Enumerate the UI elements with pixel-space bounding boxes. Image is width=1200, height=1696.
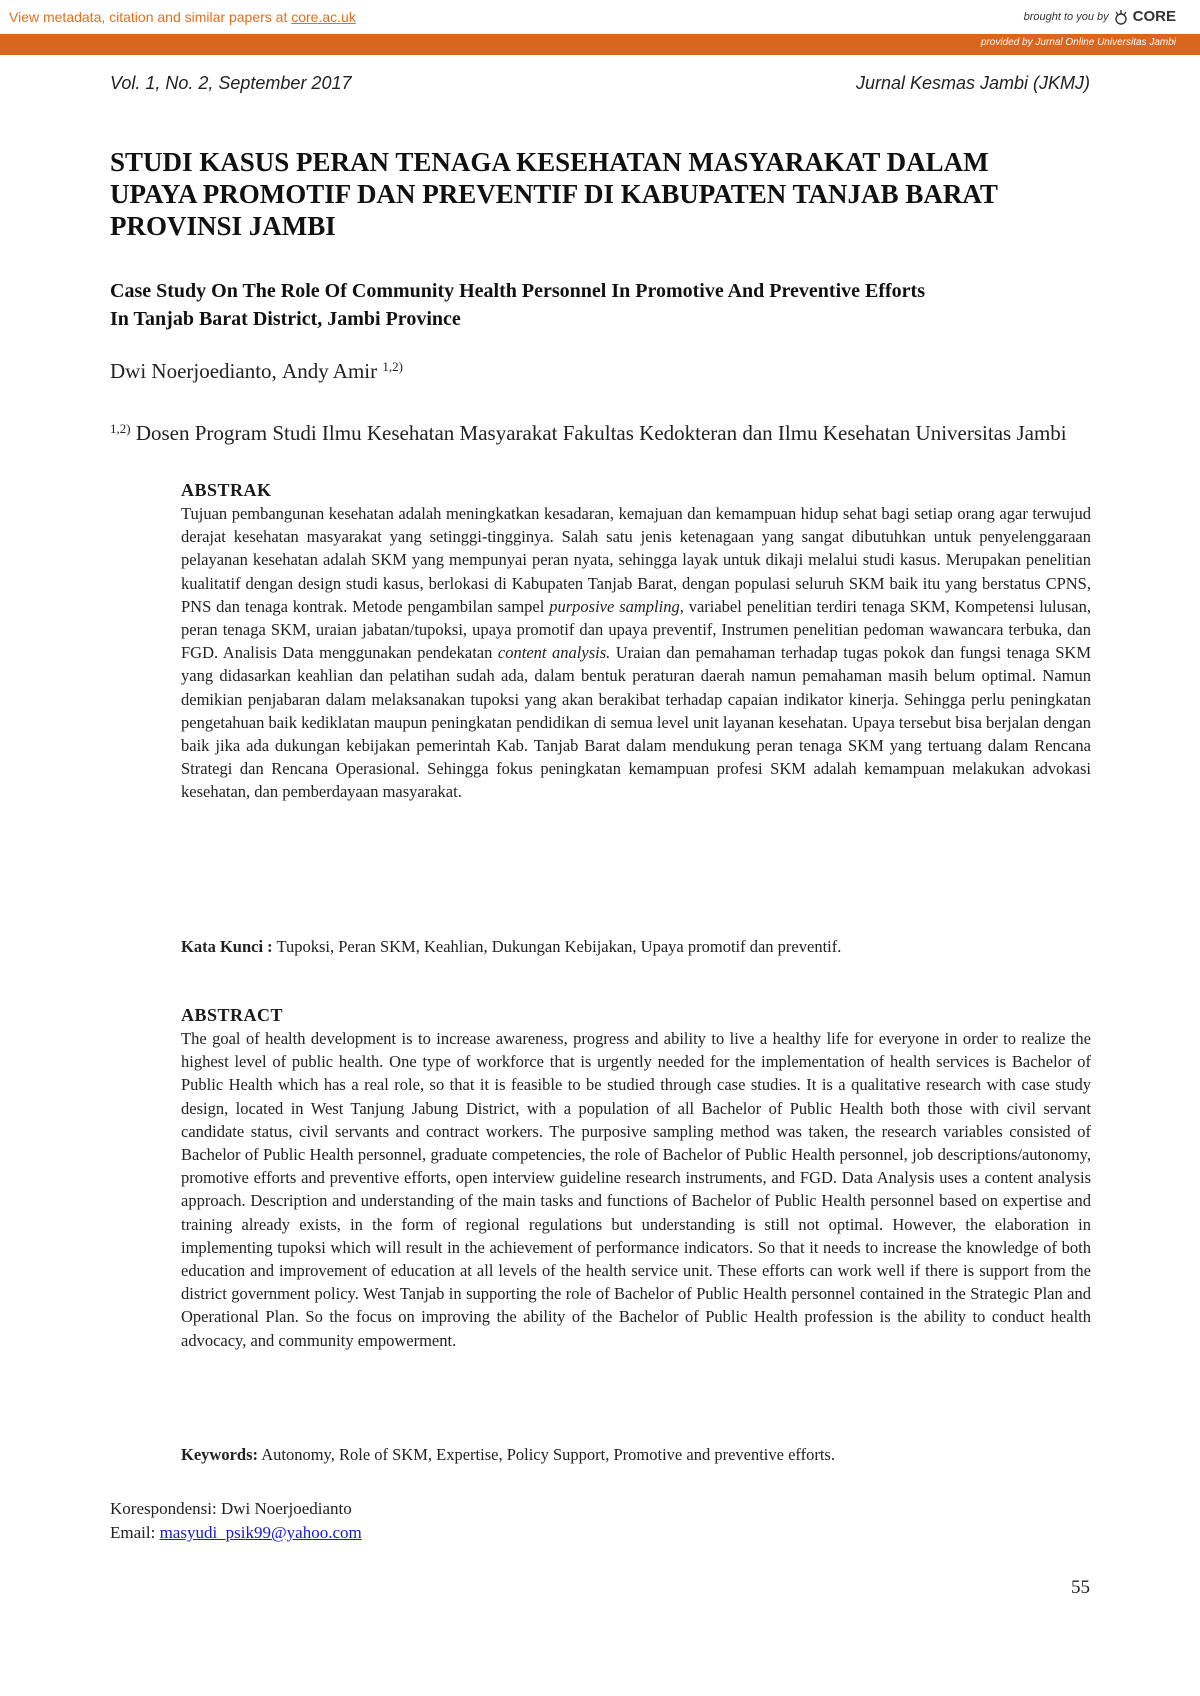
email-link[interactable]: masyudi_psik99@yahoo.com	[159, 1523, 362, 1542]
page-number: 55	[1071, 1577, 1090, 1598]
correspondence-name: Korespondensi: Dwi Noerjoedianto	[110, 1499, 352, 1518]
brought-text: brought to you by	[1023, 10, 1109, 23]
subtitle-line-2: In Tanjab Barat District, Jambi Province	[110, 308, 461, 330]
volume-info: Vol. 1, No. 2, September 2017	[110, 73, 352, 93]
title-line-1: STUDI KASUS PERAN TENAGA KESEHATAN MASYARAKAT DALAM	[110, 147, 989, 177]
title-line-3: PROVINSI JAMBI	[110, 211, 336, 241]
running-head	[110, 73, 1090, 97]
abstract-section	[181, 1003, 1091, 1352]
abstrak-italic-2: content analysis.	[497, 643, 611, 663]
abstrak-heading: ABSTRAK	[181, 480, 272, 500]
author-affil-marker: 1,2)	[382, 359, 403, 374]
abstrak-text-3: Uraian dan pemahaman terhadap tugas pokok dan fungsi tenaga SKM yang didasarkan keahlian dan pelatihan sudah ada, dalam bentuk peraturan daerah namun pemahaman masih belum optimal. Namun demikian penjabaran dalam melaksanakan tupoksi yang akan berakibat terhadap capaian indikator kinerja. Sehingga perlu peningkatan pengetahuan baik kediklatan maupun peningkatan pendidikan di semua level unit layanan kesehatan. Upaya tersebut bisa berjalan dengan baik jika ada dukungan kebijakan pemerintah Kab. Tanjab Barat dalam mendukung peran tenaga SKM yang tertuang dalam Rencana Strategi dan Rencana Operasional. Sehingga fokus peningkatan kemampuan profesi SKM adalah kemampuan melakukan advokasi kesehatan, dan pemberdayaan masyarakat.	[181, 643, 1092, 802]
core-logo-text: CORE	[1132, 8, 1176, 25]
paper-title	[110, 146, 1100, 242]
abstrak-section	[181, 478, 1091, 804]
core-provided-text[interactable]: provided by Jurnal Online Universitas Jambi	[980, 37, 1176, 48]
abstract-body: The goal of health development is to increase awareness, progress and ability to live a healthy life for everyone in order to realize the highest level of public health. One type of workforce that is urgently needed for the implementation of health services is Bachelor of Public Health which has a real role, so that it is feasible to be studied through case studies. It is a qualitative research with case study design, located in West Tanjung Jabung District, with a population of all Bachelor of Public Health both those with civil servant candidate status, civil servants and contract workers. The purposive sampling method was taken, the research variables consisted of Bachelor of Public Health personnel, graduate competencies, the role of Bachelor of Public Health personnel, job descriptions/autonomy, promotive efforts and preventive efforts, open interview guideline research instruments, and FGD. Data Analysis uses a content analysis approach. Description and understanding of the main tasks and functions of Bachelor of Public Health personnel based on expertise and training already exists, in the form of regional regulations but understanding is still not optimal. However, the elaboration in implementing tupoksi which will result in the achievement of performance indicators. So that it needs to increase the knowledge of both education and improvement of education at all levels of the health service unit. These efforts can work well if there is support from the district government policy. West Tanjab in supporting the role of Bachelor of Public Health personnel contained in the Strategic Plan and Operational Plan. So the focus on improving the ability of the Bachelor of Public Health profession is the ability to conduct health advocacy, and community empowerment.	[181, 1029, 1091, 1350]
email-label: Email:	[110, 1523, 160, 1542]
abstrak-italic-1: purposive sampling	[549, 596, 680, 616]
affil-marker: 1,2)	[110, 421, 131, 436]
subtitle-line-1: Case Study On The Role Of Community Health Personnel In Promotive And Preventive Efforts	[110, 280, 925, 302]
core-brought-by[interactable]	[1024, 8, 1176, 25]
core-provided-bar	[0, 34, 1200, 55]
correspondence-email-line	[110, 1521, 362, 1545]
journal-name: Jurnal Kesmas Jambi (JKMJ)	[855, 73, 1090, 93]
kata-kunci-label: Kata Kunci :	[181, 937, 273, 956]
abstrak-body	[181, 502, 1091, 804]
affil-text: Dosen Program Studi Ilmu Kesehatan Masyarakat Fakultas Kedokteran dan Ilmu Kesehatan Universitas Jambi	[130, 421, 1067, 445]
title-line-2: UPAYA PROMOTIF DAN PREVENTIF DI KABUPATEN TANJAB BARAT	[110, 179, 998, 209]
author-list	[110, 359, 403, 384]
paper-subtitle	[110, 277, 1100, 333]
keywords	[181, 1443, 1091, 1466]
author-names: Dwi Noerjoediantо, Andy Amir	[110, 359, 383, 383]
kata-kunci-text: Tupoksi, Peran SKM, Keahlian, Dukungan Kebijakan, Upaya promotif dan preventif.	[272, 937, 842, 956]
abstract-heading: ABSTRACT	[181, 1005, 284, 1025]
correspondence	[110, 1497, 362, 1545]
keywords-label: Keywords:	[181, 1445, 258, 1464]
core-metadata-line	[9, 9, 356, 25]
affiliation	[110, 414, 1100, 448]
abstrak-text-1: Tujuan pembangunan kesehatan adalah meningkatkan kesadaran, kemajuan dan kemampuan hidup sehat bagi setiap orang agar terwujud derajat kesehatan masyarakat yang setinggi-tingginya. Salah satu jenis ketenagaan yang sangat dibutuhkan untuk penyelenggaraan pelayanan kesehatan adalah SKM yang mempunyai peran nyata, sehingga layak untuk dikaji melalui studi kasus. Merupakan penelitian kualitatif dengan design studi kasus, berlokasi di Kabupaten Tanjab Barat, dengan populasi seluruh SKM baik itu yang berstatus CPNS, PNS dan tenaga kontrak. Metode pengambilan sampel	[181, 504, 1091, 616]
core-metadata-text: View metadata, citation and similar papers at	[9, 9, 292, 25]
core-logo-icon	[1113, 9, 1129, 25]
core-link[interactable]: core.ac.uk	[291, 9, 356, 25]
core-header	[0, 0, 1200, 34]
abstrak-text-2: , variabel penelitian terdiri tenaga SKM, Kompetensi lulusan, peran tenaga SKM, uraian jabatan/tupoksi, upaya promotif dan upaya preventif, Instrumen penelitian pedoman wawancara terbuka, dan FGD. Analisis Data menggunakan pendekatan	[181, 596, 1091, 663]
kata-kunci	[181, 935, 1091, 958]
keywords-text: Autonomy, Role of SKM, Expertise, Policy Support, Promotive and preventive efforts.	[258, 1445, 835, 1464]
